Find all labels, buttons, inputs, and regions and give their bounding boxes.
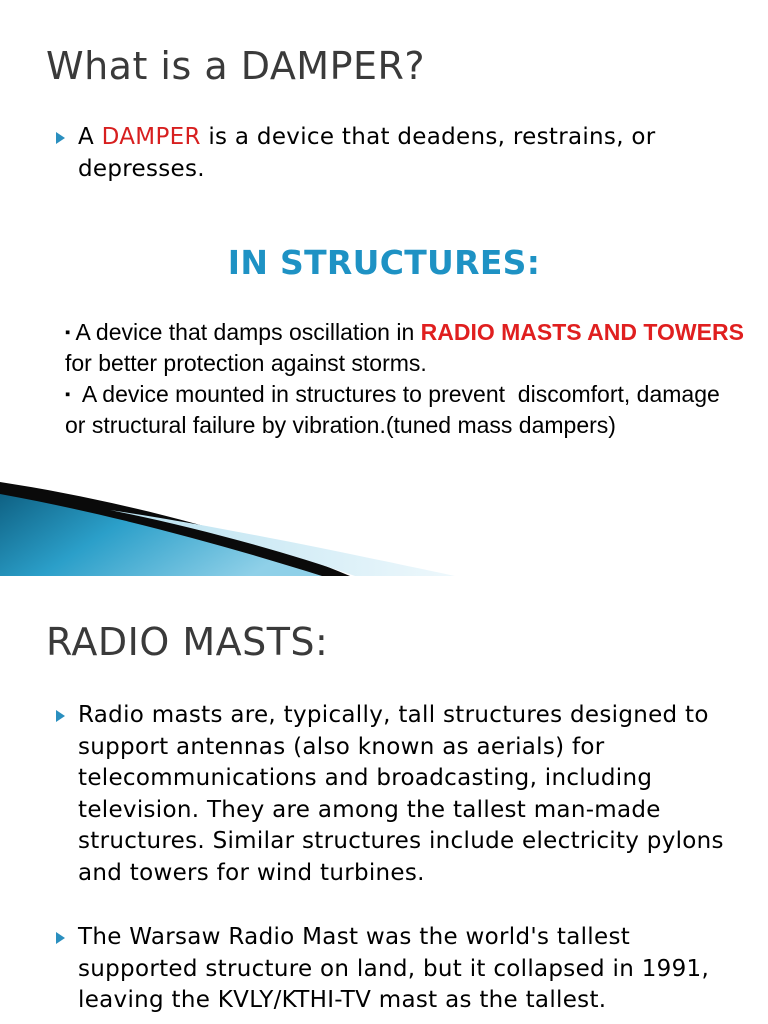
bullet-item	[56, 122, 736, 185]
slide-title: What is a DAMPER?	[46, 44, 426, 88]
bullet-text	[78, 122, 736, 185]
bullet-prefix: A	[78, 124, 102, 150]
triangle-arrow-bullet-icon	[56, 922, 70, 1017]
bullet-item	[56, 922, 736, 1017]
point-lead-text: A device that damps oscillation in	[70, 319, 421, 345]
bullet-text: Radio masts are, typically, tall structures designed to support antennas (also known as aerials) for telecommunications and broadcasting, including television. They are among the tallest man-made structures. Similar structures include electricity pylons and towers for wind turbines.	[78, 702, 724, 886]
triangle-arrow-bullet-icon	[56, 700, 70, 889]
structure-point-2	[65, 379, 745, 441]
damper-term: DAMPER	[101, 124, 201, 150]
bullet-text: The Warsaw Radio Mast was the world's tallest supported structure on land, but it collapsed in 1991, leaving the KVLY/KTHI-TV mast as the tallest.	[78, 924, 710, 1013]
bullet-suffix: is a device that deadens, restrains, or depresses.	[78, 124, 656, 182]
bullet-item	[56, 700, 736, 889]
point-text: A device mounted in structures to prevent discomfort, damage or structural failure by vibration.(tuned mass dampers)	[65, 381, 727, 438]
radio-masts-highlight: RADIO MASTS AND TOWERS	[420, 319, 744, 345]
triangle-arrow-bullet-icon	[56, 122, 70, 185]
square-bullet-icon: ▪	[65, 386, 71, 403]
decorative-swoosh	[0, 480, 768, 576]
structure-point-1	[65, 317, 745, 379]
slide-title: RADIO MASTS:	[46, 620, 329, 664]
section-subheading: IN STRUCTURES:	[227, 243, 541, 282]
slide-radio-masts	[0, 586, 768, 1024]
point-tail-text: for better protection against storms.	[65, 350, 427, 376]
square-bullet-icon: ▪	[65, 324, 71, 341]
